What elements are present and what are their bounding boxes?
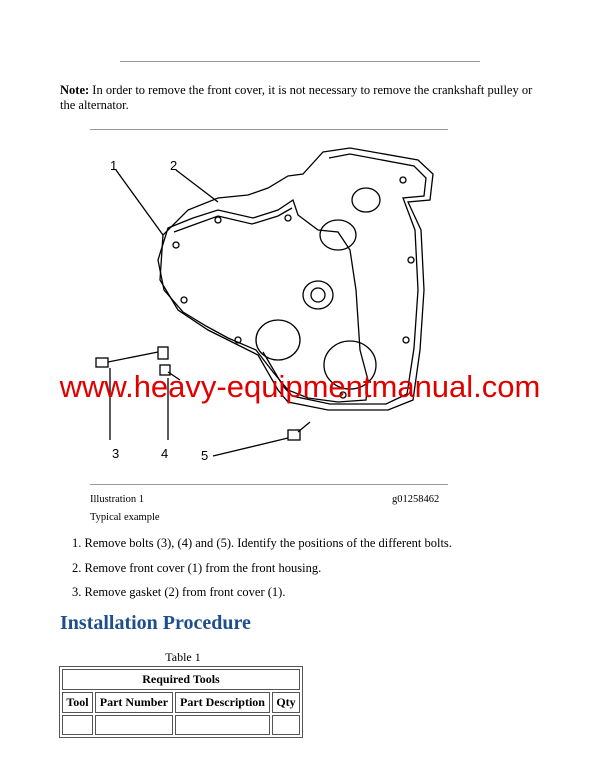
step-3: 3. Remove gasket (2) from front cover (1). (72, 585, 286, 599)
callout-4: 4 (161, 446, 169, 461)
watermark: www.heavy-equipmentmanual.com (59, 369, 541, 404)
table-cell (62, 715, 93, 735)
illustration-subcaption: Typical example (90, 512, 160, 523)
note-paragraph (60, 83, 540, 113)
table-cell (175, 715, 270, 735)
column-tool: Tool (62, 692, 93, 713)
removal-steps (72, 536, 452, 610)
step-1: 1. Remove bolts (3), (4) and (5). Identify the positions of the different bolts. (72, 536, 452, 550)
note-label: Note: (60, 83, 90, 97)
table-cell (95, 715, 173, 735)
column-part-description: Part Description (175, 692, 270, 713)
column-qty: Qty (272, 692, 300, 713)
illustration-caption: Illustration 1 (90, 494, 144, 505)
callout-3: 3 (112, 446, 120, 461)
step-2: 2. Remove front cover (1) from the front housing. (72, 560, 322, 575)
table-cell (272, 715, 300, 735)
top-rule (120, 61, 480, 62)
callout-5: 5 (201, 448, 209, 463)
illustration-id: g01258462 (392, 494, 440, 505)
column-part-number: Part Number (95, 692, 173, 713)
required-tools-table (59, 666, 303, 738)
illustration-bottom-rule (90, 484, 448, 485)
callout-1: 1 (110, 158, 118, 173)
section-heading: Installation Procedure (60, 612, 251, 634)
front-cover-illustration (88, 140, 458, 480)
table-header: Required Tools (62, 669, 300, 690)
illustration-top-rule (90, 129, 448, 130)
table-title: Table 1 (165, 650, 201, 664)
note-text: In order to remove the front cover, it is not necessary to remove the crankshaft pulley or the alternator. (60, 83, 533, 112)
callout-2: 2 (170, 158, 178, 173)
